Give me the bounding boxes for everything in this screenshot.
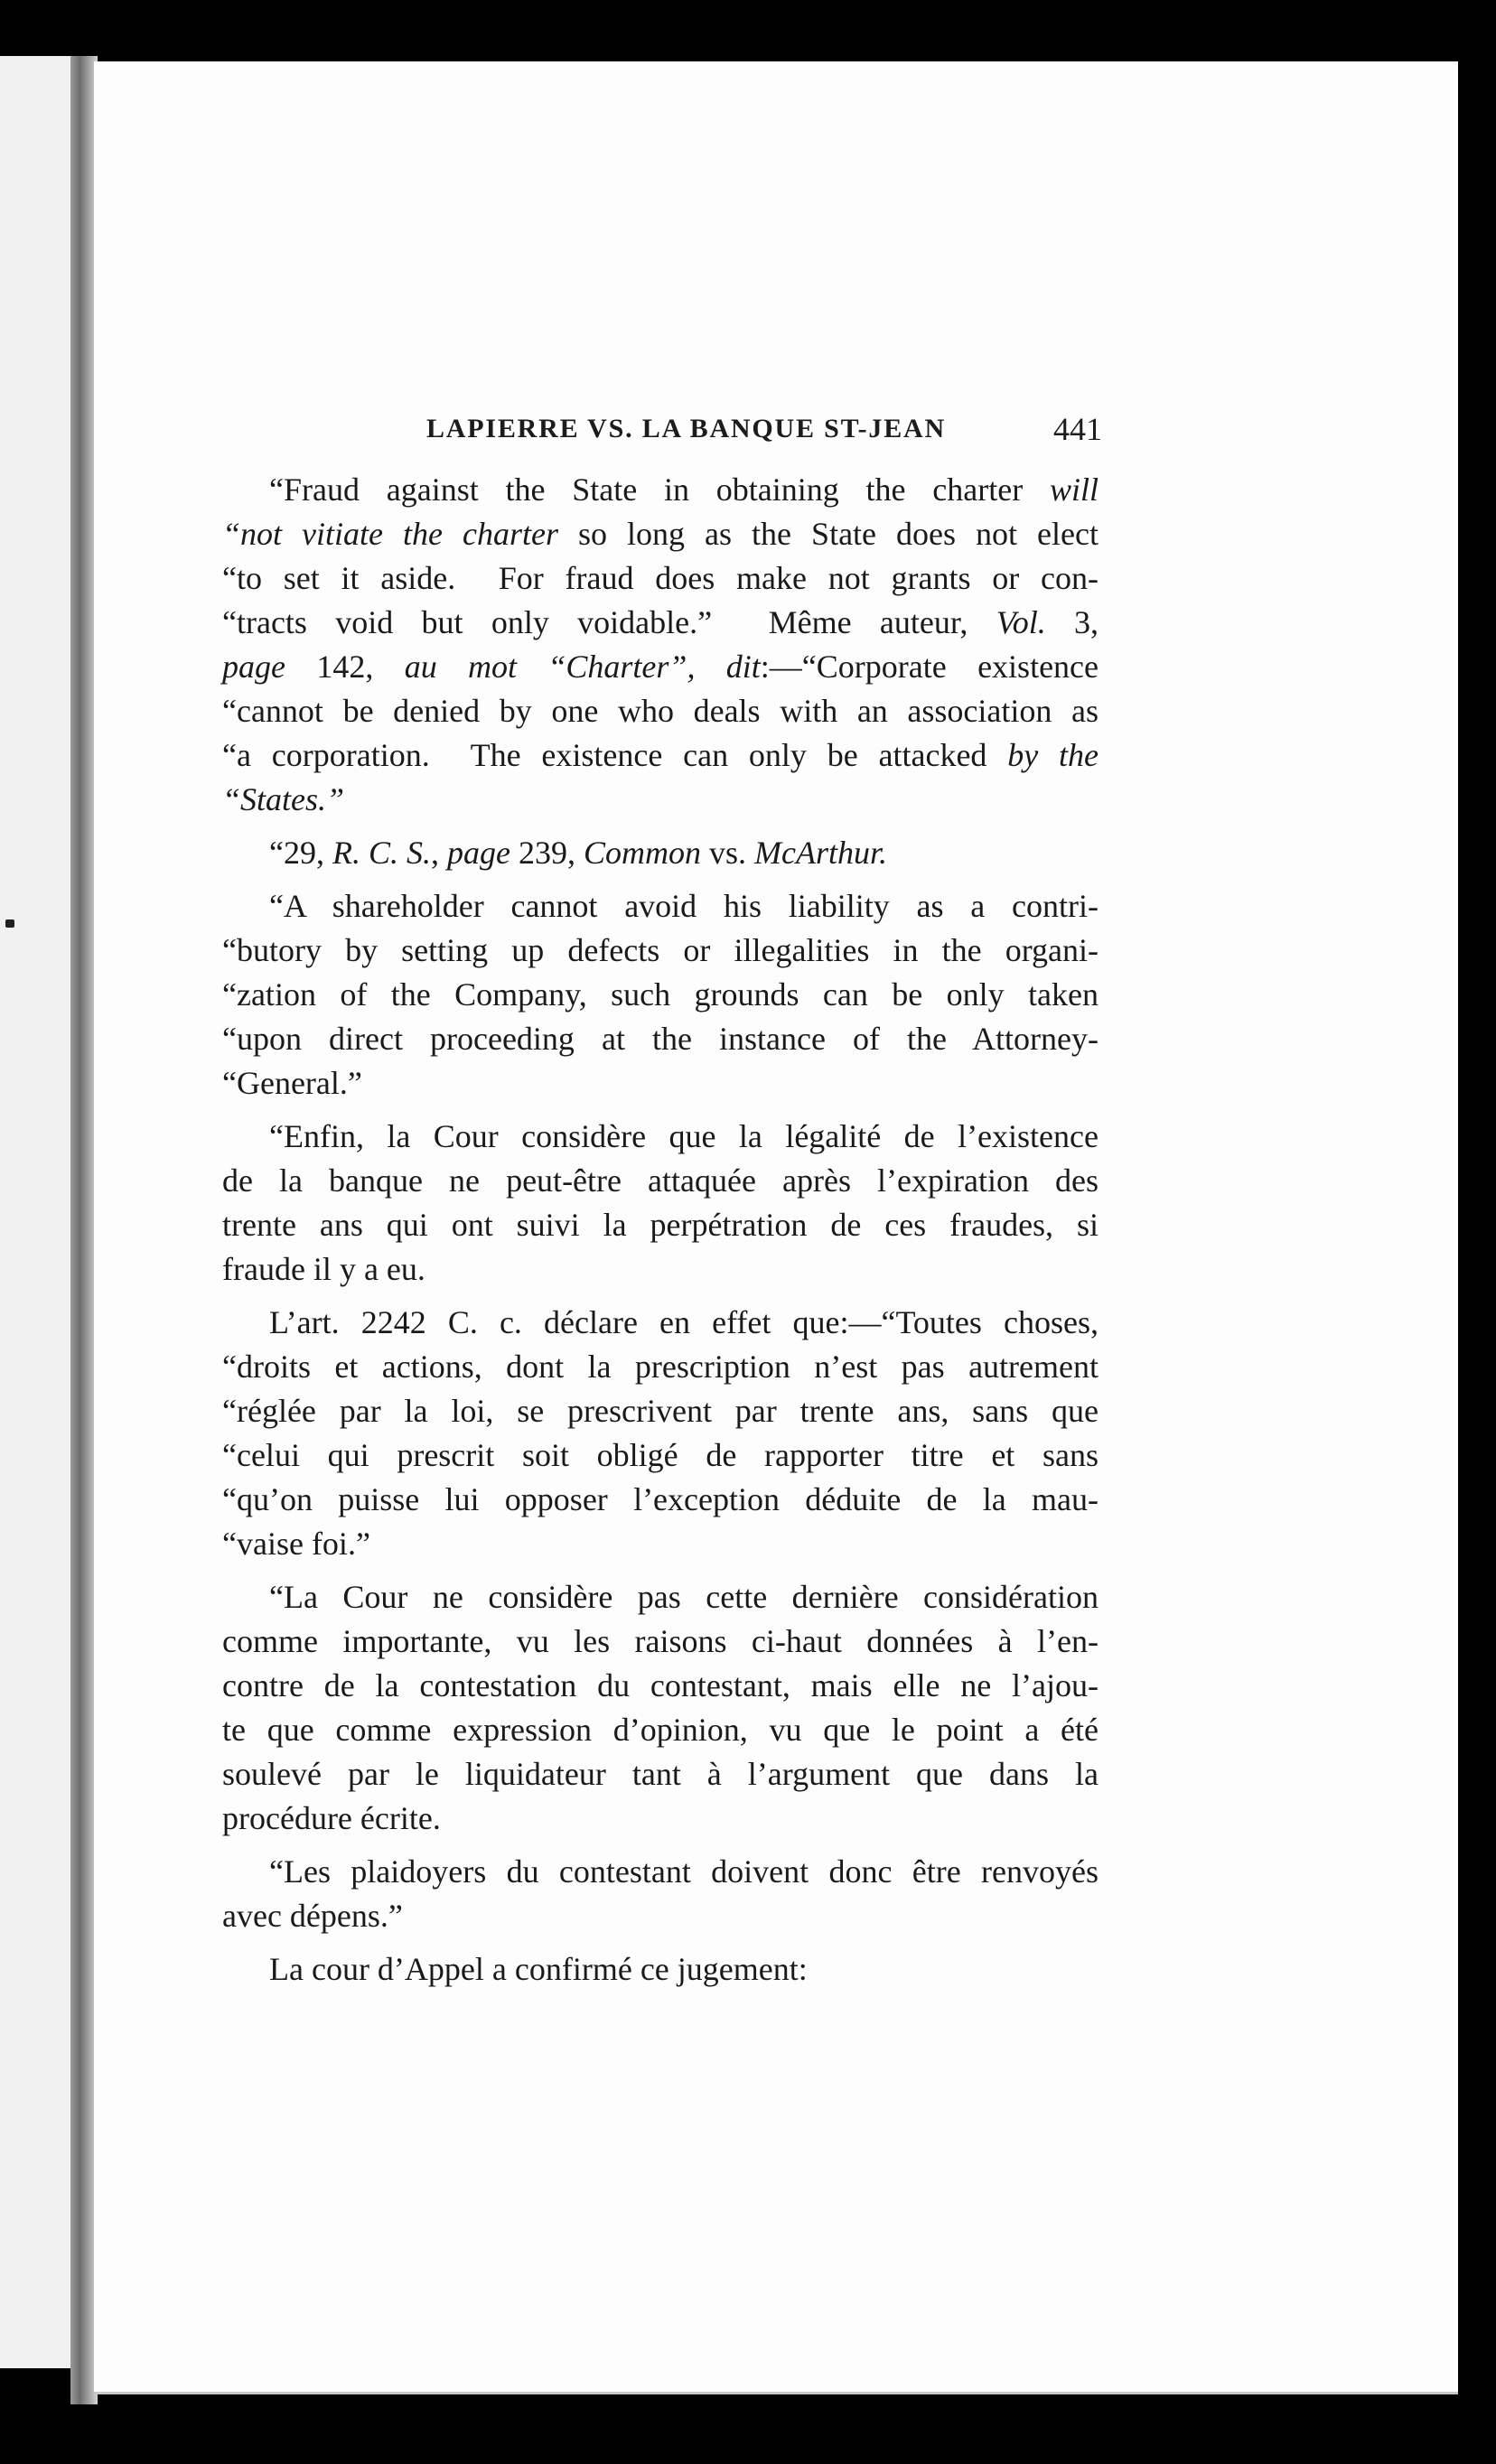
text-line [222,778,1099,822]
paragraph [222,1575,1099,1841]
text-line [222,1522,1099,1566]
paragraph [222,831,1099,875]
text-line [222,1345,1099,1389]
italic-text: Common [583,835,701,871]
running-head [426,411,1102,453]
text-run: “Les plaidoyers du contestant doivent donc être renvoyés [269,1853,1099,1890]
text-run: procédure écrite. [222,1800,441,1836]
text-line [222,831,1099,875]
text-line [222,1061,1099,1106]
text-line [222,645,1099,689]
italic-text: by the [1007,737,1099,773]
text-line [222,1478,1099,1522]
text-line [222,1752,1099,1797]
text-line [222,1708,1099,1752]
text-line [222,1301,1099,1345]
paragraph [222,1115,1099,1292]
text-line [222,1389,1099,1433]
paragraph [222,1301,1099,1566]
text-line [222,1619,1099,1664]
page-number: 441 [1053,411,1102,447]
text-run: “Enfin, la Cour considère que la légalité de l’existence [269,1118,1099,1154]
paragraph [222,1850,1099,1938]
text-run: “butory by setting up defects or illegalities in the organi- [222,932,1099,968]
text-line [222,1159,1099,1203]
text-run: “qu’on puisse lui opposer l’exception déduite de la mau- [222,1481,1099,1517]
paragraph [222,884,1099,1106]
text-run: 142, [285,649,405,685]
text-line [222,1894,1099,1938]
paragraph [222,468,1099,822]
italic-text: page [222,649,285,685]
margin-speck [5,919,14,928]
text-run: “La Cour ne considère pas cette dernière considération [269,1579,1099,1615]
text-run: “zation of the Company, such grounds can be only taken [222,976,1099,1013]
text-run: :—“Corporate existence [760,649,1099,685]
text-line [222,1850,1099,1894]
text-run: 3, [1045,604,1099,640]
text-run: “General.” [222,1065,362,1101]
body-text [222,468,1099,2001]
italic-text: page [447,835,510,871]
text-line [222,884,1099,929]
text-run: “a corporation. The existence can only be attacked [222,737,1008,773]
text-run: La cour d’Appel a confirmé ce jugement: [269,1951,808,1987]
text-line [222,1575,1099,1619]
italic-text: “States.” [222,781,345,817]
text-run: 239, [510,835,584,871]
text-run: “to set it aside. For fraud does make not grants or con- [222,560,1099,596]
italic-text: will [1049,471,1099,508]
text-line [222,1203,1099,1247]
text-line [222,689,1099,733]
text-line [222,929,1099,973]
text-run: “celui qui prescrit soit obligé de rapporter titre et sans [222,1437,1099,1473]
text-run: so long as the State does not elect [558,516,1099,552]
text-run: “droits et actions, dont la prescription n’est pas autrement [222,1349,1099,1385]
text-run: fraude il y a eu. [222,1251,425,1287]
text-line [222,468,1099,512]
italic-text: Vol. [996,604,1046,640]
text-run: “Fraud against the State in obtaining the charter [269,471,1050,508]
italic-text: R. C. S. [332,835,431,871]
text-run: “A shareholder cannot avoid his liability as a contri- [269,888,1099,924]
text-run: avec dépens.” [222,1898,403,1934]
text-line [222,973,1099,1017]
italic-text: McArthur. [754,835,888,871]
facing-page-edge [0,56,79,2368]
text-line [222,601,1099,645]
text-run: “réglée par la loi, se prescrivent par trente ans, sans que [222,1393,1099,1429]
text-run: “cannot be denied by one who deals with an association as [222,693,1099,729]
text-run: “tracts void but only voidable.” Même auteur, [222,604,996,640]
text-run: contre de la contestation du contestant, mais elle ne l’ajou- [222,1667,1099,1703]
text-run: comme importante, vu les raisons ci-haut données à l’en- [222,1623,1099,1659]
italic-text: au mot “Charter”, dit [404,649,761,685]
text-run: trente ans qui ont suivi la perpétration de ces fraudes, si [222,1207,1099,1243]
text-line [222,1797,1099,1841]
text-run: de la banque ne peut-être attaquée après l’expiration des [222,1162,1099,1199]
italic-text: “not vitiate the charter [222,516,558,552]
text-line [222,1115,1099,1159]
text-run: “upon direct proceeding at the instance of the Attorney- [222,1021,1099,1057]
text-line [222,1017,1099,1061]
text-line [222,1664,1099,1708]
text-run: “29, [269,835,332,871]
text-line [222,1433,1099,1478]
text-run: vs. [701,835,755,871]
text-run: te que comme expression d’opinion, vu que le point a été [222,1712,1099,1748]
text-run: , [431,835,447,871]
text-line [222,733,1099,778]
text-line [222,512,1099,556]
text-run: L’art. 2242 C. c. déclare en effet que:—“Toutes choses, [269,1304,1099,1340]
text-line [222,1947,1099,1992]
paragraph [222,1947,1099,1992]
text-line [222,1247,1099,1292]
text-run: “vaise foi.” [222,1526,370,1562]
running-title: LAPIERRE VS. LA BANQUE ST-JEAN [426,414,946,443]
text-line [222,556,1099,601]
text-run: soulevé par le liquidateur tant à l’argument que dans la [222,1756,1099,1792]
